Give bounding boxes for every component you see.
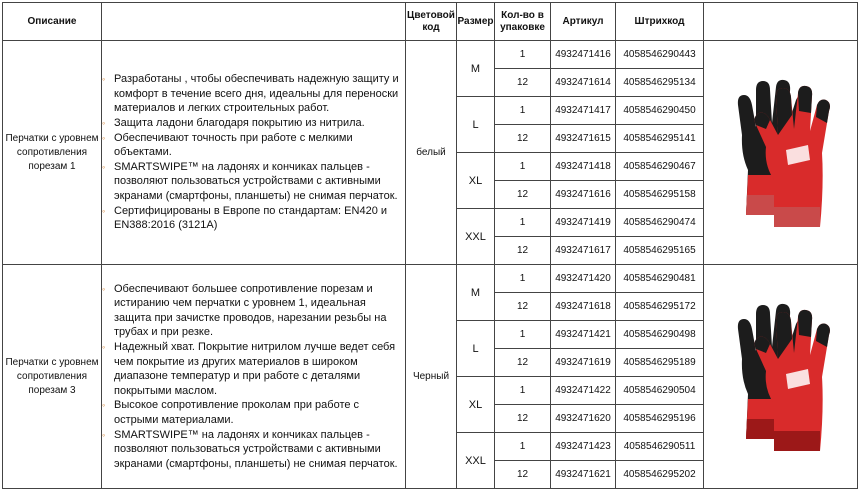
qty-cell: 12 — [495, 181, 551, 209]
article-cell: 4932471421 — [551, 321, 616, 349]
qty-cell: 12 — [495, 349, 551, 377]
size-cell: M — [457, 265, 495, 321]
barcode-cell: 4058546295165 — [616, 237, 704, 265]
bullet-text: Защита ладони благодаря покрытию из нитрила. — [114, 117, 365, 130]
description-bullet — [102, 398, 405, 427]
bullet-icon: ◦ — [102, 74, 106, 85]
article-cell: 4932471614 — [551, 69, 616, 97]
article-cell: 4932471416 — [551, 41, 616, 69]
size-cell: XL — [457, 377, 495, 433]
qty-cell: 12 — [495, 461, 551, 489]
product-name: Перчатки с уровнем сопротивления порезам 3 — [3, 265, 102, 489]
bullet-icon: ◦ — [102, 342, 106, 353]
barcode-cell: 4058546295134 — [616, 69, 704, 97]
header-image — [704, 3, 858, 41]
bullet-icon: ◦ — [102, 400, 106, 411]
barcode-cell: 4058546290474 — [616, 209, 704, 237]
description-bullet — [102, 160, 405, 204]
header-row — [3, 3, 858, 41]
description-bullet — [102, 428, 405, 472]
qty-cell: 1 — [495, 97, 551, 125]
qty-cell: 1 — [495, 153, 551, 181]
qty-cell: 12 — [495, 405, 551, 433]
bullet-text: Высокое сопротивление проколам при работе с острыми материалами. — [114, 399, 360, 426]
product-image — [704, 265, 858, 489]
barcode-cell: 4058546295202 — [616, 461, 704, 489]
header-article: Артикул — [551, 3, 616, 41]
glove-pair-icon — [716, 65, 846, 235]
header-size: Размер — [457, 3, 495, 41]
header-description: Описание — [3, 3, 102, 41]
description-bullet — [102, 116, 405, 131]
barcode-cell: 4058546295141 — [616, 125, 704, 153]
qty-cell: 12 — [495, 237, 551, 265]
qty-cell: 12 — [495, 293, 551, 321]
qty-cell: 1 — [495, 209, 551, 237]
product-color-code: белый — [406, 41, 457, 265]
barcode-cell: 4058546290467 — [616, 153, 704, 181]
glove-pair-icon — [716, 289, 846, 459]
description-bullet — [102, 204, 405, 233]
article-cell: 4932471417 — [551, 97, 616, 125]
qty-cell: 1 — [495, 321, 551, 349]
bullet-text: Надежный хват. Покрытие нитрилом лучше ведет себя чем покрытие из других материалов в широком диапазоне температур и при работе с деталями покрытыми маслом. — [114, 341, 396, 397]
product-description — [102, 41, 406, 265]
barcode-cell: 4058546295158 — [616, 181, 704, 209]
bullet-icon: ◦ — [102, 161, 106, 172]
barcode-cell: 4058546295189 — [616, 349, 704, 377]
barcode-cell: 4058546290481 — [616, 265, 704, 293]
bullet-icon: ◦ — [102, 205, 106, 216]
bullet-icon: ◦ — [102, 118, 106, 129]
bullet-text: Обеспечивают точность при работе с мелкими объектами. — [114, 131, 353, 159]
table-row — [3, 265, 858, 293]
qty-cell: 1 — [495, 41, 551, 69]
qty-cell: 12 — [495, 69, 551, 97]
spec-table — [2, 2, 858, 489]
article-cell: 4932471617 — [551, 237, 616, 265]
table-row — [3, 41, 858, 69]
product-name: Перчатки с уровнем сопротивления порезам 1 — [3, 41, 102, 265]
description-bullet — [102, 72, 405, 116]
barcode-cell: 4058546290498 — [616, 321, 704, 349]
article-cell: 4932471615 — [551, 125, 616, 153]
product-image — [704, 41, 858, 265]
qty-cell: 1 — [495, 433, 551, 461]
barcode-cell: 4058546295172 — [616, 293, 704, 321]
barcode-cell: 4058546295196 — [616, 405, 704, 433]
size-cell: L — [457, 97, 495, 153]
bullet-text: Обеспечивают большее сопротивление порезам и истиранию чем перчатки с уровнем 1, идеальная защита при зачистке проводов, нарезании резьбы на трубах и при резке. — [114, 282, 387, 339]
barcode-cell: 4058546290443 — [616, 41, 704, 69]
size-cell: XL — [457, 153, 495, 209]
size-cell: L — [457, 321, 495, 377]
article-cell: 4932471420 — [551, 265, 616, 293]
qty-cell: 1 — [495, 265, 551, 293]
product-color-code: Черный — [406, 265, 457, 489]
article-cell: 4932471620 — [551, 405, 616, 433]
description-bullet — [102, 340, 405, 398]
article-cell: 4932471423 — [551, 433, 616, 461]
bullet-text: Разработаны , чтобы обеспечивать надежную защиту и комфорт в течение всего дня, идеальны для переноски материалов и легких строительных работ. — [114, 73, 399, 115]
article-cell: 4932471418 — [551, 153, 616, 181]
qty-cell: 1 — [495, 377, 551, 405]
size-cell: M — [457, 41, 495, 97]
bullet-icon: ◦ — [102, 429, 106, 440]
article-cell: 4932471419 — [551, 209, 616, 237]
header-barcode: Штрихкод — [616, 3, 704, 41]
product-description — [102, 265, 406, 489]
barcode-cell: 4058546290450 — [616, 97, 704, 125]
size-cell: XXL — [457, 433, 495, 489]
header-color-code: Цветовой код — [406, 3, 457, 41]
description-bullet — [102, 282, 405, 340]
bullet-icon: ◦ — [102, 132, 106, 143]
article-cell: 4932471618 — [551, 293, 616, 321]
size-cell: XXL — [457, 209, 495, 265]
barcode-cell: 4058546290504 — [616, 377, 704, 405]
qty-cell: 12 — [495, 125, 551, 153]
header-qty: Кол-во в упаковке — [495, 3, 551, 41]
article-cell: 4932471621 — [551, 461, 616, 489]
bullet-text: SMARTSWIPE™ на ладонях и кончиках пальцев - позволяют пользоваться устройствами с активными экранами (смартфоны, планшеты) не снимая перчаток. — [114, 160, 398, 202]
bullet-icon: ◦ — [102, 283, 106, 294]
description-bullet — [102, 131, 405, 160]
header-blank — [102, 3, 406, 41]
article-cell: 4932471422 — [551, 377, 616, 405]
article-cell: 4932471619 — [551, 349, 616, 377]
bullet-text: SMARTSWIPE™ на ладонях и кончиках пальцев - позволяют пользоваться устройствами с активными экранами (смартфоны, планшеты) не снимая перчаток. — [114, 428, 398, 470]
bullet-text: Сертифицированы в Европе по стандартам: EN420 и EN388:2016 (3121A) — [114, 204, 388, 232]
article-cell: 4932471616 — [551, 181, 616, 209]
barcode-cell: 4058546290511 — [616, 433, 704, 461]
